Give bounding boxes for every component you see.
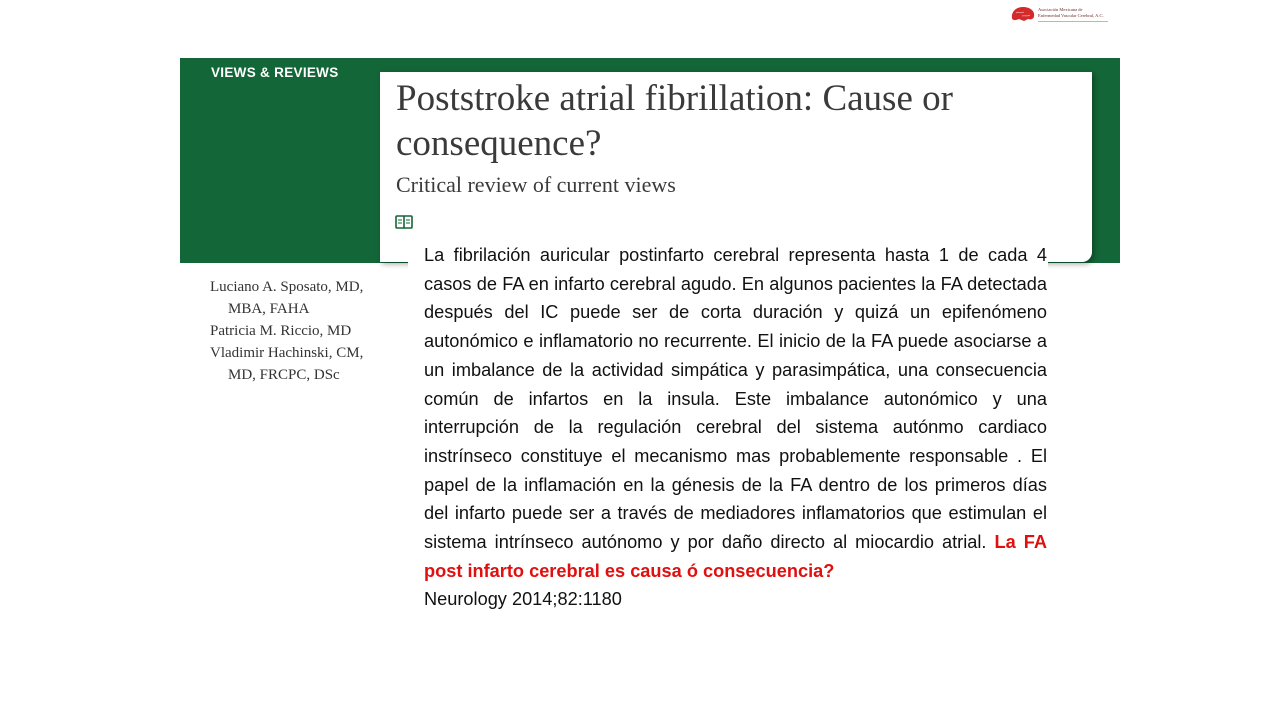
logo-line2: Enfermedad Vascular Cerebral, A.C. xyxy=(1038,13,1104,18)
association-logo xyxy=(1010,4,1110,26)
citation: Neurology 2014;82:1180 xyxy=(424,589,622,610)
article-title: Poststroke atrial fibrillation: Cause or consequence? xyxy=(396,78,953,164)
author-line: Patricia M. Riccio, MD xyxy=(210,323,352,339)
summary-body: La fibrilación auricular postinfarto cerebral representa hasta 1 de cada 4 casos de FA en infarto cerebral agudo. En algunos pacientes la FA detectada después del IC puede ser de corta duración y quizá un epifenómeno autonómico e inflamatorio no recurrente. El inicio de la FA puede asociarse a un imbalance de la actividad simpática y parasimpática, una consecuencia común de infartos en la insula. Este imbalance autonómico y una interrupción de la regulación cerebral del sistema autónmo cardiaco instrínseco constituye el mecanismo mas probablemente responsable . El papel de la inflamación en la génesis de la FA dentro de los primeros días del infarto puede ser a través de mediadores inflamatorios que estimulan el sistema intrínseco autónomo y por daño directo al miocardio atrial. xyxy=(424,245,1047,553)
author-list xyxy=(210,276,390,386)
author-line: Vladimir Hachinski, CM, xyxy=(210,345,364,361)
summary-paragraph xyxy=(408,230,1047,585)
author-line: MD, FRCPC, DSc xyxy=(228,367,340,383)
logo-text xyxy=(1038,7,1104,19)
brain-icon xyxy=(1010,6,1036,24)
summary-question: La FA post infarto cerebral es causa ó consecuencia? xyxy=(424,532,1047,581)
article-subtitle: Critical review of current views xyxy=(396,172,676,197)
summary-textbox xyxy=(408,230,1048,690)
header-right-band xyxy=(1092,58,1120,263)
book-icon xyxy=(395,214,413,230)
section-label: VIEWS & REVIEWS xyxy=(211,65,339,80)
logo-line1: Asociación Mexicana de xyxy=(1038,7,1083,12)
logo-underline xyxy=(1038,21,1108,22)
author-line: Luciano A. Sposato, MD, xyxy=(210,279,364,295)
author-line: MBA, FAHA xyxy=(228,301,310,317)
